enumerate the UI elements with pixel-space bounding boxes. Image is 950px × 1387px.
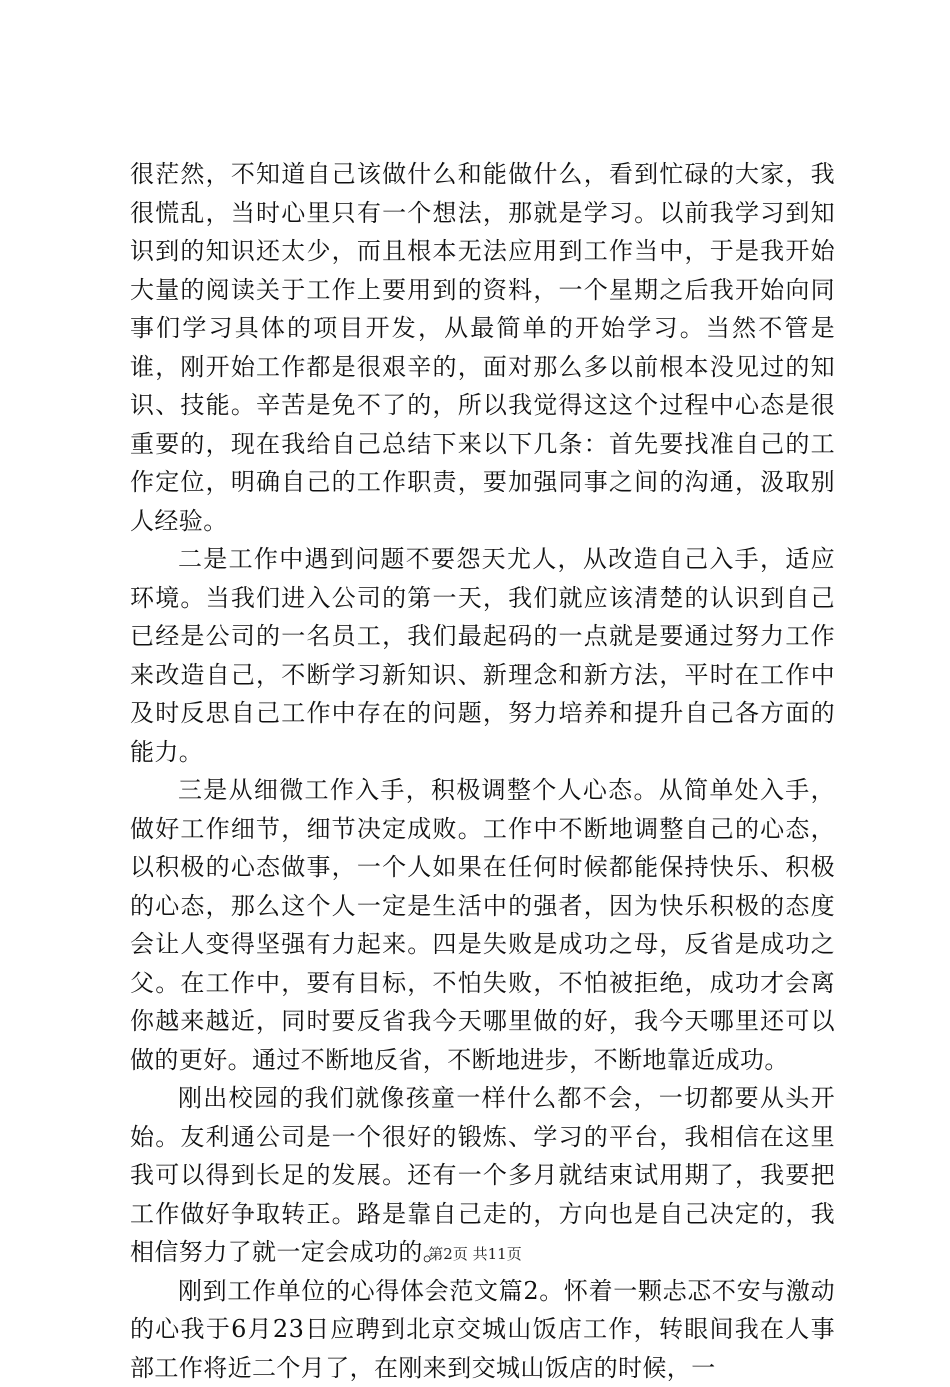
- paragraph-5: 刚到工作单位的心得体会范文篇2。怀着一颗忐忑不安与激动的心我于6月23日应聘到北京交城山饭店工作，转眼间我在人事部工作将近二个月了，在刚来到交城山饭店的时候，一: [130, 1272, 835, 1387]
- page-footer: 第2页 共11页: [0, 1243, 950, 1264]
- paragraph-3: 三是从细微工作入手，积极调整个人心态。从简单处入手，做好工作细节，细节决定成败。工作中不断地调整自己的心态，以积极的心态做事，一个人如果在任何时候都能保持快乐、积极的心态，那么这个人一定是生活中的强者，因为快乐积极的态度会让人变得坚强有力起来。四是失败是成功之母，反省是成功之父。在工作中，要有目标，不怕失败，不怕被拒绝，成功才会离你越来越近，同时要反省我今天哪里做的好，我今天哪里还可以做的更好。通过不断地反省，不断地进步，不断地靠近成功。: [130, 771, 835, 1079]
- paragraph-4: 刚出校园的我们就像孩童一样什么都不会，一切都要从头开始。友利通公司是一个很好的锻炼、学习的平台，我相信在这里我可以得到长足的发展。还有一个多月就结束试用期了，我要把工作做好争取转正。路是靠自己走的，方向也是自己决定的，我相信努力了就一定会成功的。: [130, 1079, 835, 1272]
- paragraph-1: 很茫然，不知道自己该做什么和能做什么，看到忙碌的大家，我很慌乱，当时心里只有一个想法，那就是学习。以前我学习到知识到的知识还太少，而且根本无法应用到工作当中，于是我开始大量的阅读关于工作上要用到的资料，一个星期之后我开始向同事们学习具体的项目开发，从最简单的开始学习。当然不管是谁，刚开始工作都是很艰辛的，面对那么多以前根本没见过的知识、技能。辛苦是免不了的，所以我觉得这这个过程中心态是很重要的，现在我给自己总结下来以下几条：首先要找准自己的工作定位，明确自己的工作职责，要加强同事之间的沟通，汲取别人经验。: [130, 155, 835, 540]
- document-body: [130, 155, 835, 1387]
- paragraph-2: 二是工作中遇到问题不要怨天尤人，从改造自己入手，适应环境。当我们进入公司的第一天，我们就应该清楚的认识到自己已经是公司的一名员工，我们最起码的一点就是要通过努力工作来改造自己，不断学习新知识、新理念和新方法，平时在工作中及时反思自己工作中存在的问题，努力培养和提升自己各方面的能力。: [130, 540, 835, 771]
